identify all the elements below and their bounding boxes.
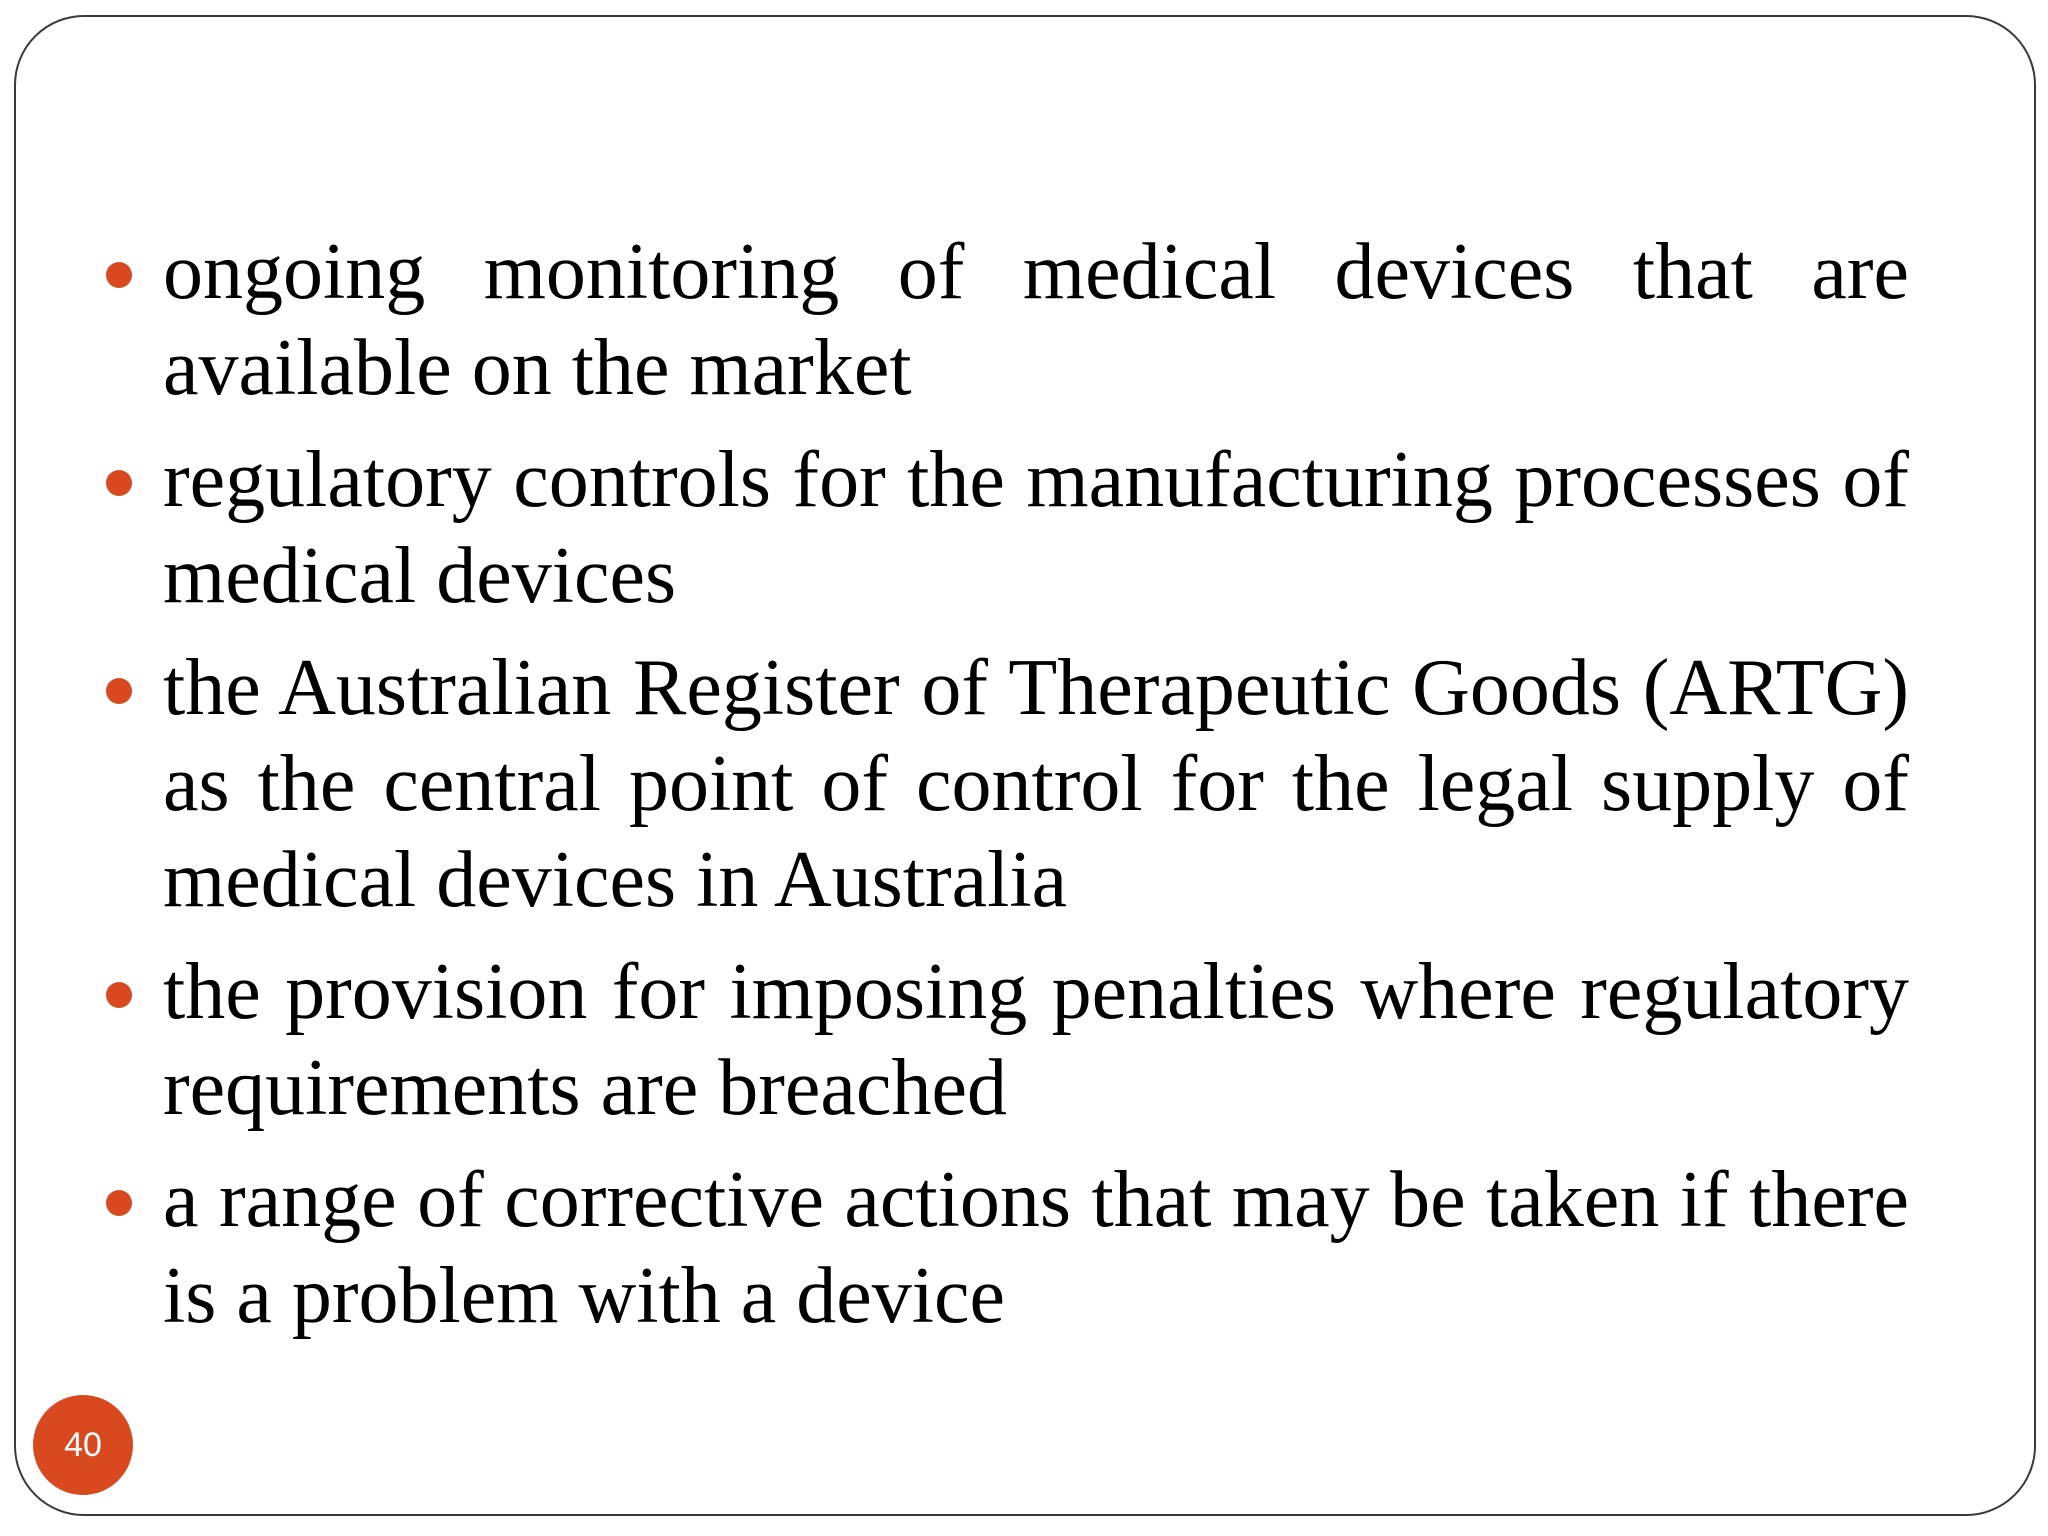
slide bbox=[14, 15, 2036, 1516]
bullet-text: ongoing monitoring of medical devices that are available on the market bbox=[163, 228, 1909, 412]
bullet-list bbox=[163, 224, 1909, 1360]
bullet-text: the provision for imposing penalties where regulatory requirements are breached bbox=[163, 948, 1909, 1132]
bullet-item bbox=[163, 1152, 1909, 1344]
bullet-dot-icon bbox=[106, 1190, 132, 1216]
page-number-badge: 40 bbox=[33, 1395, 133, 1495]
bullet-text: the Australian Register of Therapeutic Goods (ARTG) as the central point of control for the legal supply of medical devices in Australia bbox=[163, 644, 1909, 924]
bullet-item bbox=[163, 640, 1909, 928]
bullet-item bbox=[163, 944, 1909, 1136]
bullet-text: a range of corrective actions that may be taken if there is a problem with a device bbox=[163, 1156, 1909, 1340]
bullet-dot-icon bbox=[106, 470, 132, 496]
bullet-text: regulatory controls for the manufacturing processes of medical devices bbox=[163, 436, 1909, 620]
bullet-dot-icon bbox=[106, 262, 132, 288]
bullet-dot-icon bbox=[106, 982, 132, 1008]
bullet-item bbox=[163, 224, 1909, 416]
bullet-item bbox=[163, 432, 1909, 624]
bullet-dot-icon bbox=[106, 678, 132, 704]
